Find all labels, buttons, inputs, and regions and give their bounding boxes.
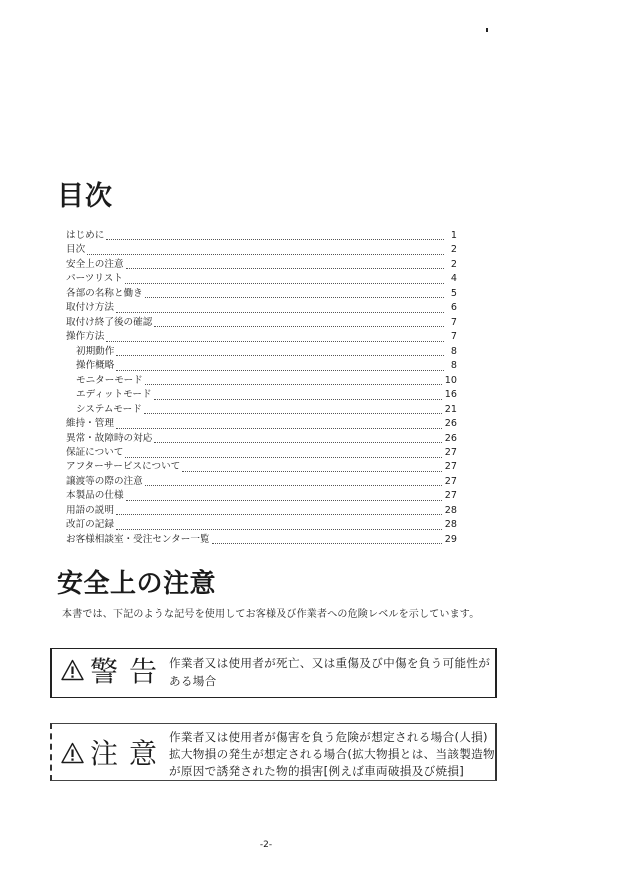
dot-leader [154, 325, 444, 327]
toc-entry-page: 27 [444, 461, 457, 473]
toc-entry-label: 操作概略 [76, 360, 115, 372]
toc-entry [66, 533, 457, 547]
toc-entry-page: 6 [450, 302, 457, 314]
toc-entry [66, 446, 457, 460]
toc-entry [66, 489, 457, 503]
caution-description-line: 作業者又は使用者が傷害を負う危険が想定される場合(人損) [169, 730, 488, 744]
dot-leader [145, 484, 442, 486]
toc-entry-page: 8 [450, 360, 457, 372]
toc-entry-label: 譲渡等の際の注意 [66, 475, 143, 487]
toc-entry-label: 用語の説明 [66, 504, 114, 516]
toc-entry-page: 7 [450, 316, 457, 328]
toc-entry [66, 432, 457, 446]
caution-heading: 注意 [90, 737, 169, 770]
toc-entry-page: 27 [444, 447, 457, 459]
toc-entry-label: パーツリスト [66, 273, 123, 285]
toc-entry-page: 7 [450, 331, 457, 343]
toc-title: 目次 [57, 181, 113, 212]
toc-entry-page: 8 [450, 345, 457, 357]
toc-entry-label: 初期動作 [76, 345, 115, 357]
toc-entry-page: 21 [444, 403, 457, 415]
scan-speck [486, 28, 488, 32]
toc-entry [66, 316, 457, 330]
warning-triangle-icon [61, 659, 84, 681]
dot-leader [116, 427, 442, 429]
toc-entry-label: 改訂の記録 [66, 519, 114, 531]
toc-entry-label: 目次 [66, 244, 86, 256]
toc-entry [66, 518, 457, 532]
page-number: -2- [259, 840, 273, 850]
dot-leader [154, 441, 441, 443]
warning-box [50, 648, 497, 698]
toc-entry-label: 保証について [66, 447, 124, 459]
toc-entry [66, 475, 457, 489]
toc-entry-label: お客様相談室・受注センター一覧 [66, 533, 210, 545]
toc-entry-page: 28 [444, 519, 457, 531]
dot-leader [116, 513, 442, 515]
toc-entry-label: 各部の名称と働き [66, 287, 143, 299]
toc-entry-label: 異常・故障時の対応 [66, 432, 153, 444]
toc-subentry [66, 403, 457, 417]
toc-subentry [66, 388, 457, 402]
toc-entry-page: 27 [444, 490, 457, 502]
toc-entry [66, 504, 457, 518]
toc-subentry [66, 374, 457, 388]
toc-entry-label: 安全上の注意 [66, 258, 124, 270]
dot-leader [116, 354, 444, 356]
warning-description-line: ある場合 [169, 674, 217, 688]
dot-leader [125, 282, 444, 284]
toc-entry-label: エディットモード [76, 389, 152, 401]
toc-entry-page: 28 [444, 504, 457, 516]
warning-triangle-icon [61, 742, 84, 764]
caution-description-line: 拡大物損の発生が想定される場合(拡大物損とは、当該製造物 [169, 747, 495, 761]
dot-leader [116, 528, 442, 530]
dot-leader [182, 470, 442, 472]
toc-entry [66, 417, 457, 431]
safety-intro-text: 本書では、下記のような記号を使用してお客様及び作業者への危険レベルを示しています。 [62, 609, 480, 620]
toc-entry-page: 2 [450, 258, 457, 270]
toc-entry-label: アフターサービスについて [66, 461, 181, 473]
toc-entry [66, 301, 457, 315]
safety-section-title: 安全上の注意 [57, 569, 217, 599]
toc-entry-page: 2 [450, 244, 457, 256]
dot-leader [144, 412, 442, 414]
toc-entry [66, 330, 457, 344]
toc-entry-label: 取付け方法 [66, 302, 114, 314]
dot-leader [154, 398, 442, 400]
toc-entry-page: 26 [444, 432, 457, 444]
dot-leader [145, 383, 442, 385]
toc-entry-page: 26 [444, 418, 457, 430]
caution-description [169, 729, 495, 780]
toc-entry-page: 5 [450, 287, 457, 299]
warning-description [169, 654, 490, 690]
toc-entry-page: 4 [450, 273, 457, 285]
toc-entry-label: 操作方法 [66, 331, 105, 343]
toc-entry-label: 取付け終了後の確認 [66, 316, 153, 328]
toc-entry-label: システムモード [76, 403, 142, 415]
toc-entry-page: 10 [444, 374, 457, 386]
toc-entry-page: 27 [444, 475, 457, 487]
dot-leader [145, 296, 444, 298]
dot-leader [126, 499, 442, 501]
toc-subentry [66, 345, 457, 359]
toc-entry-page: 16 [444, 389, 457, 401]
dot-leader [116, 311, 444, 313]
dot-leader [106, 238, 444, 240]
toc-entry-label: 本製品の仕様 [66, 490, 124, 502]
toc-entry [66, 272, 457, 286]
dot-leader [116, 369, 444, 371]
toc-entry-label: はじめに [66, 229, 105, 241]
warning-heading: 警告 [90, 655, 169, 688]
caution-box [50, 723, 497, 781]
dot-leader [125, 456, 441, 458]
dot-leader [106, 340, 444, 342]
toc-entry [66, 287, 457, 301]
toc-entry-page: 1 [450, 229, 457, 241]
toc-entry-label: 維持・管理 [66, 418, 114, 430]
toc-entry [66, 461, 457, 475]
dot-leader [212, 542, 442, 544]
dot-leader [126, 267, 444, 269]
toc-entry-page: 29 [444, 533, 457, 545]
toc-entry [66, 258, 457, 272]
toc-entry [66, 229, 457, 243]
caution-description-line: が原因で誘発された物的損害[例えば車両破損及び焼損] [169, 764, 465, 778]
toc-entry [66, 243, 457, 257]
toc-subentry [66, 359, 457, 373]
toc-list [66, 229, 457, 547]
warning-description-line: 作業者又は使用者が死亡、又は重傷及び中傷を負う可能性が [169, 656, 491, 670]
toc-entry-label: モニターモード [76, 374, 143, 386]
dot-leader [87, 253, 444, 255]
